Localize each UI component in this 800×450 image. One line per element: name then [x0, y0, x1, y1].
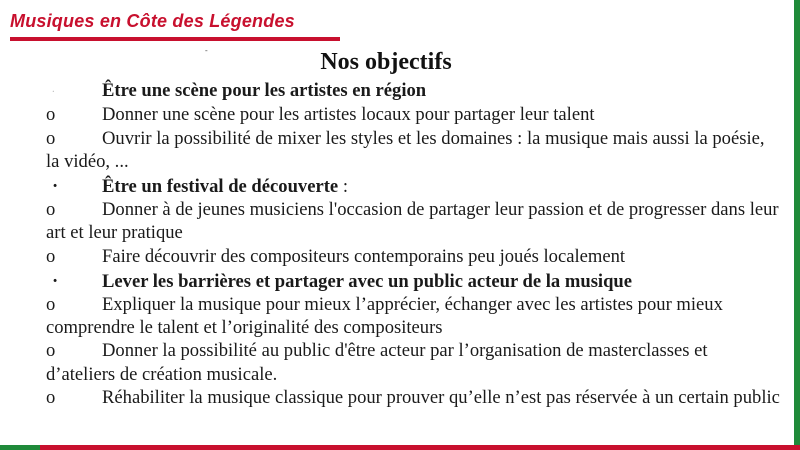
list-item-text: Donner la possibilité au public d'être acteur par l’organisation de masterclasses et d’ateliers de création musicale. [46, 340, 708, 385]
list-item [46, 127, 781, 173]
sub-marker: o [46, 340, 56, 362]
list-item-text: Réhabiliter la musique classique pour prouver qu’elle n’est pas réservée à un certain public [102, 386, 780, 408]
right-green-edge [794, 0, 800, 450]
bullet-marker: · [52, 175, 59, 197]
bullet-marker: · [52, 87, 55, 97]
page-title: Nos objectifs [320, 49, 452, 75]
section-heading-text: Lever les barrières et partager avec un public acteur de la musique [102, 270, 633, 292]
section-heading [46, 175, 781, 198]
small-mark: - [205, 46, 208, 55]
list-item [46, 293, 781, 339]
list-item [46, 198, 781, 244]
section-heading-text: Être une scène pour les artistes en région [102, 80, 427, 101]
bullet-marker: · [52, 270, 59, 292]
bottom-green-bar [0, 445, 40, 450]
list-item-text: Ouvrir la possibilité de mixer les styles et les domaines : la musique mais aussi la poésie, la vidéo, ... [46, 127, 765, 172]
sub-marker: o [46, 293, 56, 315]
list-item [46, 103, 781, 126]
objectives-list [46, 79, 781, 409]
bottom-red-bar [0, 445, 800, 450]
list-item [46, 245, 781, 268]
list-item-text: Donner une scène pour les artistes locaux pour partager leur talent [102, 104, 595, 126]
section-heading-tail: : [338, 175, 348, 197]
list-item-text: Expliquer la musique pour mieux l’apprécier, échanger avec les artistes pour mieux comprendre le talent et l’originalité des compositeurs [46, 293, 723, 339]
sub-marker: o [46, 127, 56, 149]
sub-marker: o [46, 104, 56, 126]
brand-underline [10, 37, 340, 41]
sub-marker: o [46, 386, 56, 408]
list-item-text: Faire découvrir des compositeurs contemporains peu joués localement [102, 245, 626, 267]
brand-title: Musiques en Côte des Légendes [10, 11, 295, 31]
list-item [46, 339, 781, 385]
sub-marker: o [46, 245, 56, 267]
section-heading [46, 79, 781, 103]
list-item-text: Donner à de jeunes musiciens l'occasion de partager leur passion et de progresser dans leur art et leur pratique [46, 199, 779, 244]
section-heading-text: Être un festival de découverte [102, 175, 339, 197]
sub-marker: o [46, 199, 56, 221]
section-heading [46, 270, 781, 293]
list-item [46, 386, 781, 409]
